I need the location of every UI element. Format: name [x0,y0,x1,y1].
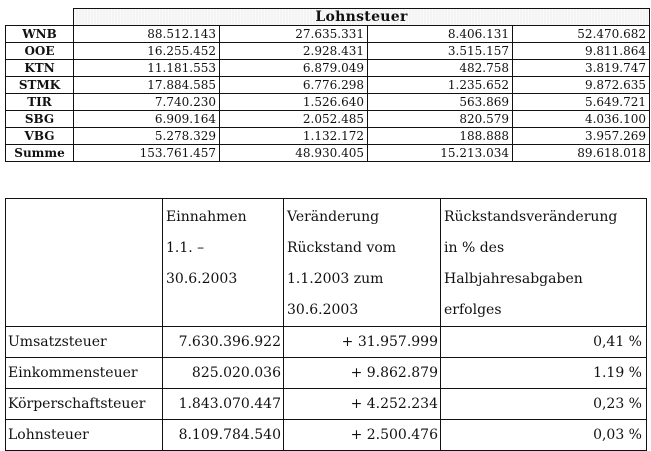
lohnsteuer-value-cell: 1.132.172 [220,128,368,145]
header-line: Veränderung [287,209,380,225]
veraenderung-value: + 2.500.476 [284,420,441,451]
lohnsteuer-value-cell: 153.761.457 [74,145,220,162]
lohnsteuer-value-cell: 52.470.682 [513,26,650,43]
prozent-value: 0,03 % [441,420,647,451]
region-label: TIR [6,94,74,111]
lohnsteuer-row [6,128,650,145]
tax-label: Körperschaftsteuer [6,389,163,420]
header-line: 30.6.2003 [166,271,238,287]
lohnsteuer-value-cell: 88.512.143 [74,26,220,43]
lohnsteuer-value-cell: 3.957.269 [513,128,650,145]
tax-row [6,420,647,451]
tax-changes-body [6,327,647,451]
veraenderung-value: + 9.862.879 [284,358,441,389]
lohnsteuer-row [6,94,650,111]
tax-label: Lohnsteuer [6,420,163,451]
lohnsteuer-row [6,77,650,94]
lohnsteuer-value-cell: 11.181.553 [74,60,220,77]
header-einnahmen [163,199,284,327]
lohnsteuer-row [6,26,650,43]
lohnsteuer-row [6,43,650,60]
lohnsteuer-value-cell: 9.811.864 [513,43,650,60]
prozent-value: 0,23 % [441,389,647,420]
lohnsteuer-value-cell: 2.928.431 [220,43,368,60]
lohnsteuer-value-cell: 2.052.485 [220,111,368,128]
lohnsteuer-value-cell: 6.909.164 [74,111,220,128]
lohnsteuer-value-cell: 6.776.298 [220,77,368,94]
blank-header-cell [6,199,163,327]
lohnsteuer-value-cell: 3.819.747 [513,60,650,77]
tax-row [6,327,647,358]
tax-label: Einkommensteuer [6,358,163,389]
lohnsteuer-table [5,8,650,162]
header-line: 1.1.2003 zum [287,271,384,287]
header-line: 1.1. – [166,240,205,256]
header-line: in % des [444,240,505,256]
lohnsteuer-value-cell: 563.869 [368,94,513,111]
einnahmen-value: 1.843.070.447 [163,389,284,420]
region-label: KTN [6,60,74,77]
lohnsteuer-value-cell: 820.579 [368,111,513,128]
region-label: WNB [6,26,74,43]
lohnsteuer-value-cell: 17.884.585 [74,77,220,94]
tax-changes-header-row [6,199,647,327]
region-label: Summe [6,145,74,162]
tax-changes-table [5,198,647,451]
lohnsteuer-value-cell: 1.235.652 [368,77,513,94]
lohnsteuer-body [6,26,650,162]
header-line: Rückstandsveränderung [444,209,618,225]
veraenderung-value: + 31.957.999 [284,327,441,358]
region-label: OOE [6,43,74,60]
lohnsteuer-value-cell: 48.930.405 [220,145,368,162]
lohnsteuer-value-cell: 27.635.331 [220,26,368,43]
einnahmen-value: 7.630.396.922 [163,327,284,358]
lohnsteuer-value-cell: 15.213.034 [368,145,513,162]
prozent-value: 1.19 % [441,358,647,389]
header-line: Rückstand vom [287,240,397,256]
tax-row [6,358,647,389]
lohnsteuer-value-cell: 6.879.049 [220,60,368,77]
lohnsteuer-row [6,60,650,77]
header-line: Halbjahresabgaben [444,271,583,287]
lohnsteuer-row [6,145,650,162]
lohnsteuer-value-cell: 9.872.635 [513,77,650,94]
header-line: erfolges [444,302,502,318]
lohnsteuer-value-cell: 482.758 [368,60,513,77]
header-veraenderung [284,199,441,327]
lohnsteuer-value-cell: 7.740.230 [74,94,220,111]
region-label: STMK [6,77,74,94]
tax-row [6,389,647,420]
lohnsteuer-row [6,111,650,128]
prozent-value: 0,41 % [441,327,647,358]
lohnsteuer-value-cell: 16.255.452 [74,43,220,60]
veraenderung-value: + 4.252.234 [284,389,441,420]
lohnsteuer-value-cell: 5.649.721 [513,94,650,111]
blank-corner-cell [6,9,74,26]
lohnsteuer-value-cell: 188.888 [368,128,513,145]
lohnsteuer-value-cell: 1.526.640 [220,94,368,111]
lohnsteuer-value-cell: 3.515.157 [368,43,513,60]
tax-label: Umsatzsteuer [6,327,163,358]
header-line: Einnahmen [166,209,247,225]
lohnsteuer-value-cell: 8.406.131 [368,26,513,43]
lohnsteuer-value-cell: 4.036.100 [513,111,650,128]
region-label: VBG [6,128,74,145]
header-rueckstand-prozent [441,199,647,327]
header-line: 30.6.2003 [287,302,359,318]
lohnsteuer-value-cell: 5.278.329 [74,128,220,145]
lohnsteuer-title: Lohnsteuer [74,9,650,26]
einnahmen-value: 8.109.784.540 [163,420,284,451]
einnahmen-value: 825.020.036 [163,358,284,389]
region-label: SBG [6,111,74,128]
lohnsteuer-title-row [6,9,650,26]
lohnsteuer-value-cell: 89.618.018 [513,145,650,162]
